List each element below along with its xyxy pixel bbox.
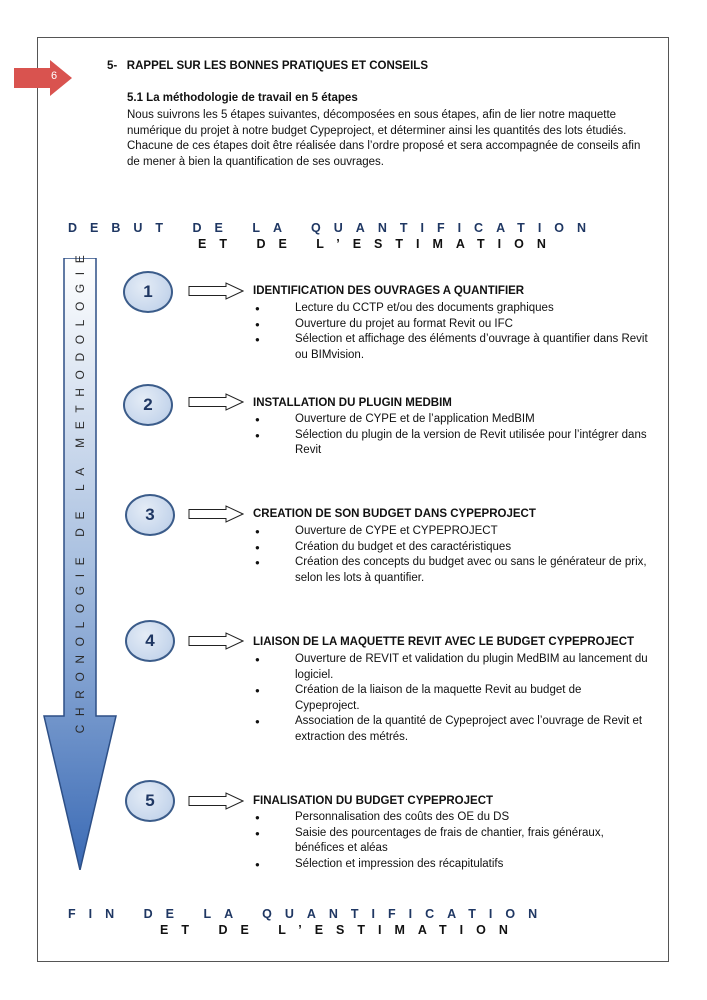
list-item: ● Sélection du plugin de la version de Revit utilisée pour l’intégrer dans Revit [253,428,648,459]
step-2-title: INSTALLATION DU PLUGIN MEDBIM [253,397,452,409]
step-2-arrow-icon [188,393,244,411]
step-2-bullets [253,412,648,459]
step-5-circle: 5 [125,780,175,822]
page-tab-arrow-shape [14,60,72,96]
list-item: ● Création des concepts du budget avec ou sans le générateur de prix, selon les lots à quantifier. [253,555,648,586]
start-banner-line1: DEBUT DE LA QUANTIFICATION [68,221,600,235]
page-number: 6 [51,70,58,82]
step-1-arrow-icon [188,282,244,300]
step-5-arrow-icon [188,792,244,810]
list-item: ● Personnalisation des coûts des OE du DS [253,810,648,826]
list-item: ● Ouverture du projet au format Revit ou IFC [253,317,648,333]
list-item: ● Ouverture de REVIT et validation du plugin MedBIM au lancement du logiciel. [253,652,648,683]
list-item: ● Saisie des pourcentages de frais de chantier, frais généraux, bénéfices et aléas [253,826,648,857]
list-item: ● Ouverture de CYPE et CYPEPROJECT [253,524,648,540]
start-banner-line2: ET DE L’ESTIMATION [198,237,559,251]
step-1-title: IDENTIFICATION DES OUVRAGES A QUANTIFIER [253,285,525,297]
list-item: ● Lecture du CCTP et/ou des documents graphiques [253,301,648,317]
step-4-bullets [253,652,648,745]
list-item: ● Sélection et affichage des éléments d’ouvrage à quantifier dans Revit ou BIMvision. [253,332,648,363]
intro-text [127,108,642,170]
step-3-circle: 3 [125,494,175,536]
list-item: ● Création du budget et des caractéristiques [253,540,648,556]
end-banner-line1: FIN DE LA QUANTIFICATION [68,907,551,921]
subsection-title: 5.1 La méthodologie de travail en 5 étapes [127,92,358,104]
timeline-label: CHRONOLOGIE DE LA METHODOLOGIE [73,246,87,734]
step-4-circle: 4 [125,620,175,662]
list-item: ● Création de la liaison de la maquette Revit au budget de Cypeproject. [253,683,648,714]
list-item: ● Sélection et impression des récapitulatifs [253,857,648,873]
end-banner-line2: ET DE L’ESTIMATION [160,923,521,937]
step-3-arrow-icon [188,505,244,523]
step-1-circle: 1 [123,271,173,313]
step-2-circle: 2 [123,384,173,426]
step-5-bullets [253,810,648,872]
intro-paragraph-2: Chacune de ces étapes doit être réalisée dans l’ordre proposé et sera accompagnée de conseils afin de mener à bien la quantification de ses ouvrages. [127,140,641,168]
section-title: 5- RAPPEL SUR LES BONNES PRATIQUES ET CONSEILS [107,60,428,72]
step-1-bullets [253,301,648,363]
step-3-bullets [253,524,648,586]
step-5-title: FINALISATION DU BUDGET CYPEPROJECT [253,795,494,807]
step-4-title: LIAISON DE LA MAQUETTE REVIT AVEC LE BUDGET CYPEPROJECT [253,636,635,648]
step-4-arrow-icon [188,632,244,650]
intro-paragraph-1: Nous suivrons les 5 étapes suivantes, décomposées en sous étapes, afin de lier notre maquette numérique du projet à notre budget Cypeproject, et déterminer ainsi les quantités des lots étudiés. [127,109,627,137]
page-number-tab [14,60,72,96]
list-item: ● Ouverture de CYPE et de l’application MedBIM [253,412,648,428]
list-item: ● Association de la quantité de Cypeproject avec l’ouvrage de Revit et extraction des métrés. [253,714,648,745]
step-3-title: CREATION DE SON BUDGET DANS CYPEPROJECT [253,508,536,520]
